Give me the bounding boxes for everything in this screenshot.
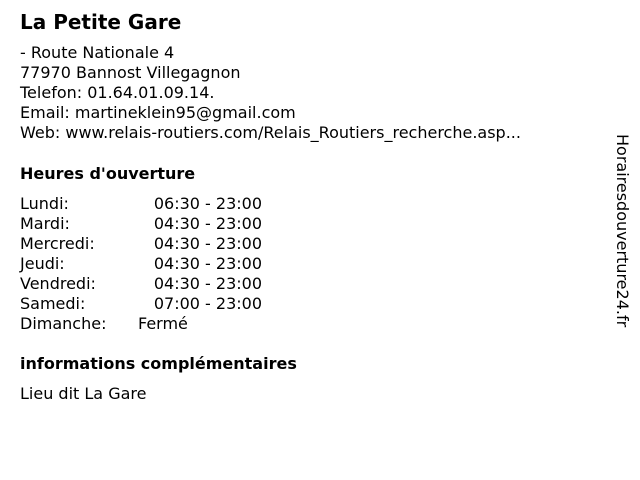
street-address: - Route Nationale 4 <box>20 43 175 62</box>
additional-info-heading: informations complémentaires <box>20 354 297 373</box>
time-range: 07:00 - 23:00 <box>153 294 262 313</box>
website-link[interactable]: Web: www.relais-routiers.com/Relais_Routiers_recherche.asp... <box>20 123 521 142</box>
day-label: Lundi: <box>20 194 69 213</box>
day-label: Mercredi: <box>20 234 95 253</box>
time-range: 06:30 - 23:00 <box>153 194 262 213</box>
time-range: 04:30 - 23:00 <box>153 274 262 293</box>
day-label: Samedi: <box>20 294 86 313</box>
time-range: 04:30 - 23:00 <box>153 254 262 273</box>
day-label: Mardi: <box>20 214 70 233</box>
opening-hours-heading: Heures d'ouverture <box>20 164 196 183</box>
watermark-text: Horairesdouverture24.fr <box>613 134 632 328</box>
phone-number: Telefon: 01.64.01.09.14. <box>20 83 215 102</box>
city-postcode: 77970 Bannost Villegagnon <box>20 63 241 82</box>
day-label: Jeudi: <box>20 254 65 273</box>
business-name: La Petite Gare <box>20 10 182 34</box>
email-address: Email: martineklein95@gmail.com <box>20 103 296 122</box>
additional-info-text: Lieu dit La Gare <box>20 384 147 403</box>
day-label: Dimanche: <box>20 314 107 333</box>
time-range: 04:30 - 23:00 <box>153 214 262 233</box>
contact-block <box>20 43 521 143</box>
site-watermark <box>612 134 632 374</box>
time-range: 04:30 - 23:00 <box>153 234 262 253</box>
day-label: Vendredi: <box>20 274 96 293</box>
closed-label: Fermé <box>138 314 188 333</box>
